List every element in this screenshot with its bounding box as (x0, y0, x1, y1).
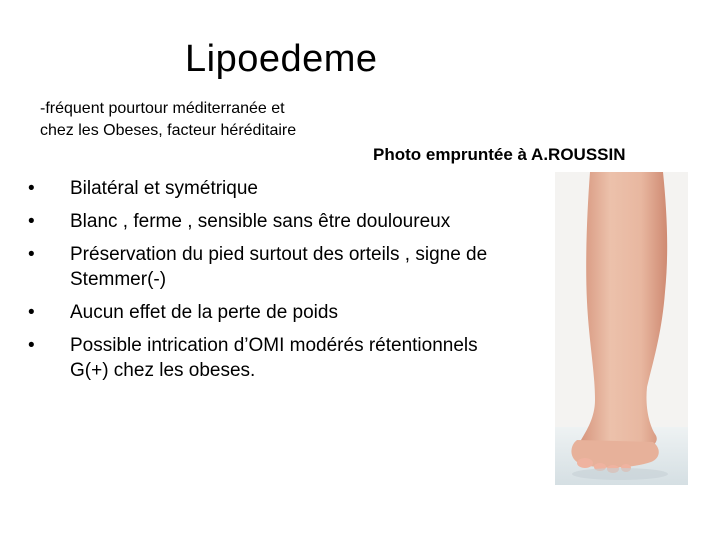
subtitle (40, 98, 380, 142)
leg-illustration (555, 172, 688, 485)
bullet-item: • Préservation du pied surtout des orteils , signe de Stemmer(-) (28, 242, 498, 292)
bullet-list (28, 176, 498, 391)
subtitle-line-1: -fréquent pourtour méditerranée et (40, 100, 285, 117)
photo-credit: Photo empruntée à A.ROUSSIN (373, 145, 626, 164)
bullet-item: • Possible intrication d’OMI modérés rétentionnels G(+) chez les obeses. (28, 333, 498, 383)
subtitle-line-2: chez les Obeses, facteur héréditaire (40, 122, 297, 139)
bullet-item: • Bilatéral et symétrique (28, 176, 498, 201)
bullet-item: • Blanc , ferme , sensible sans être douloureux (28, 209, 498, 234)
slide-title: Lipoedeme (185, 38, 378, 80)
leg-photo (555, 172, 688, 485)
bullet-item: • Aucun effet de la perte de poids (28, 300, 498, 325)
